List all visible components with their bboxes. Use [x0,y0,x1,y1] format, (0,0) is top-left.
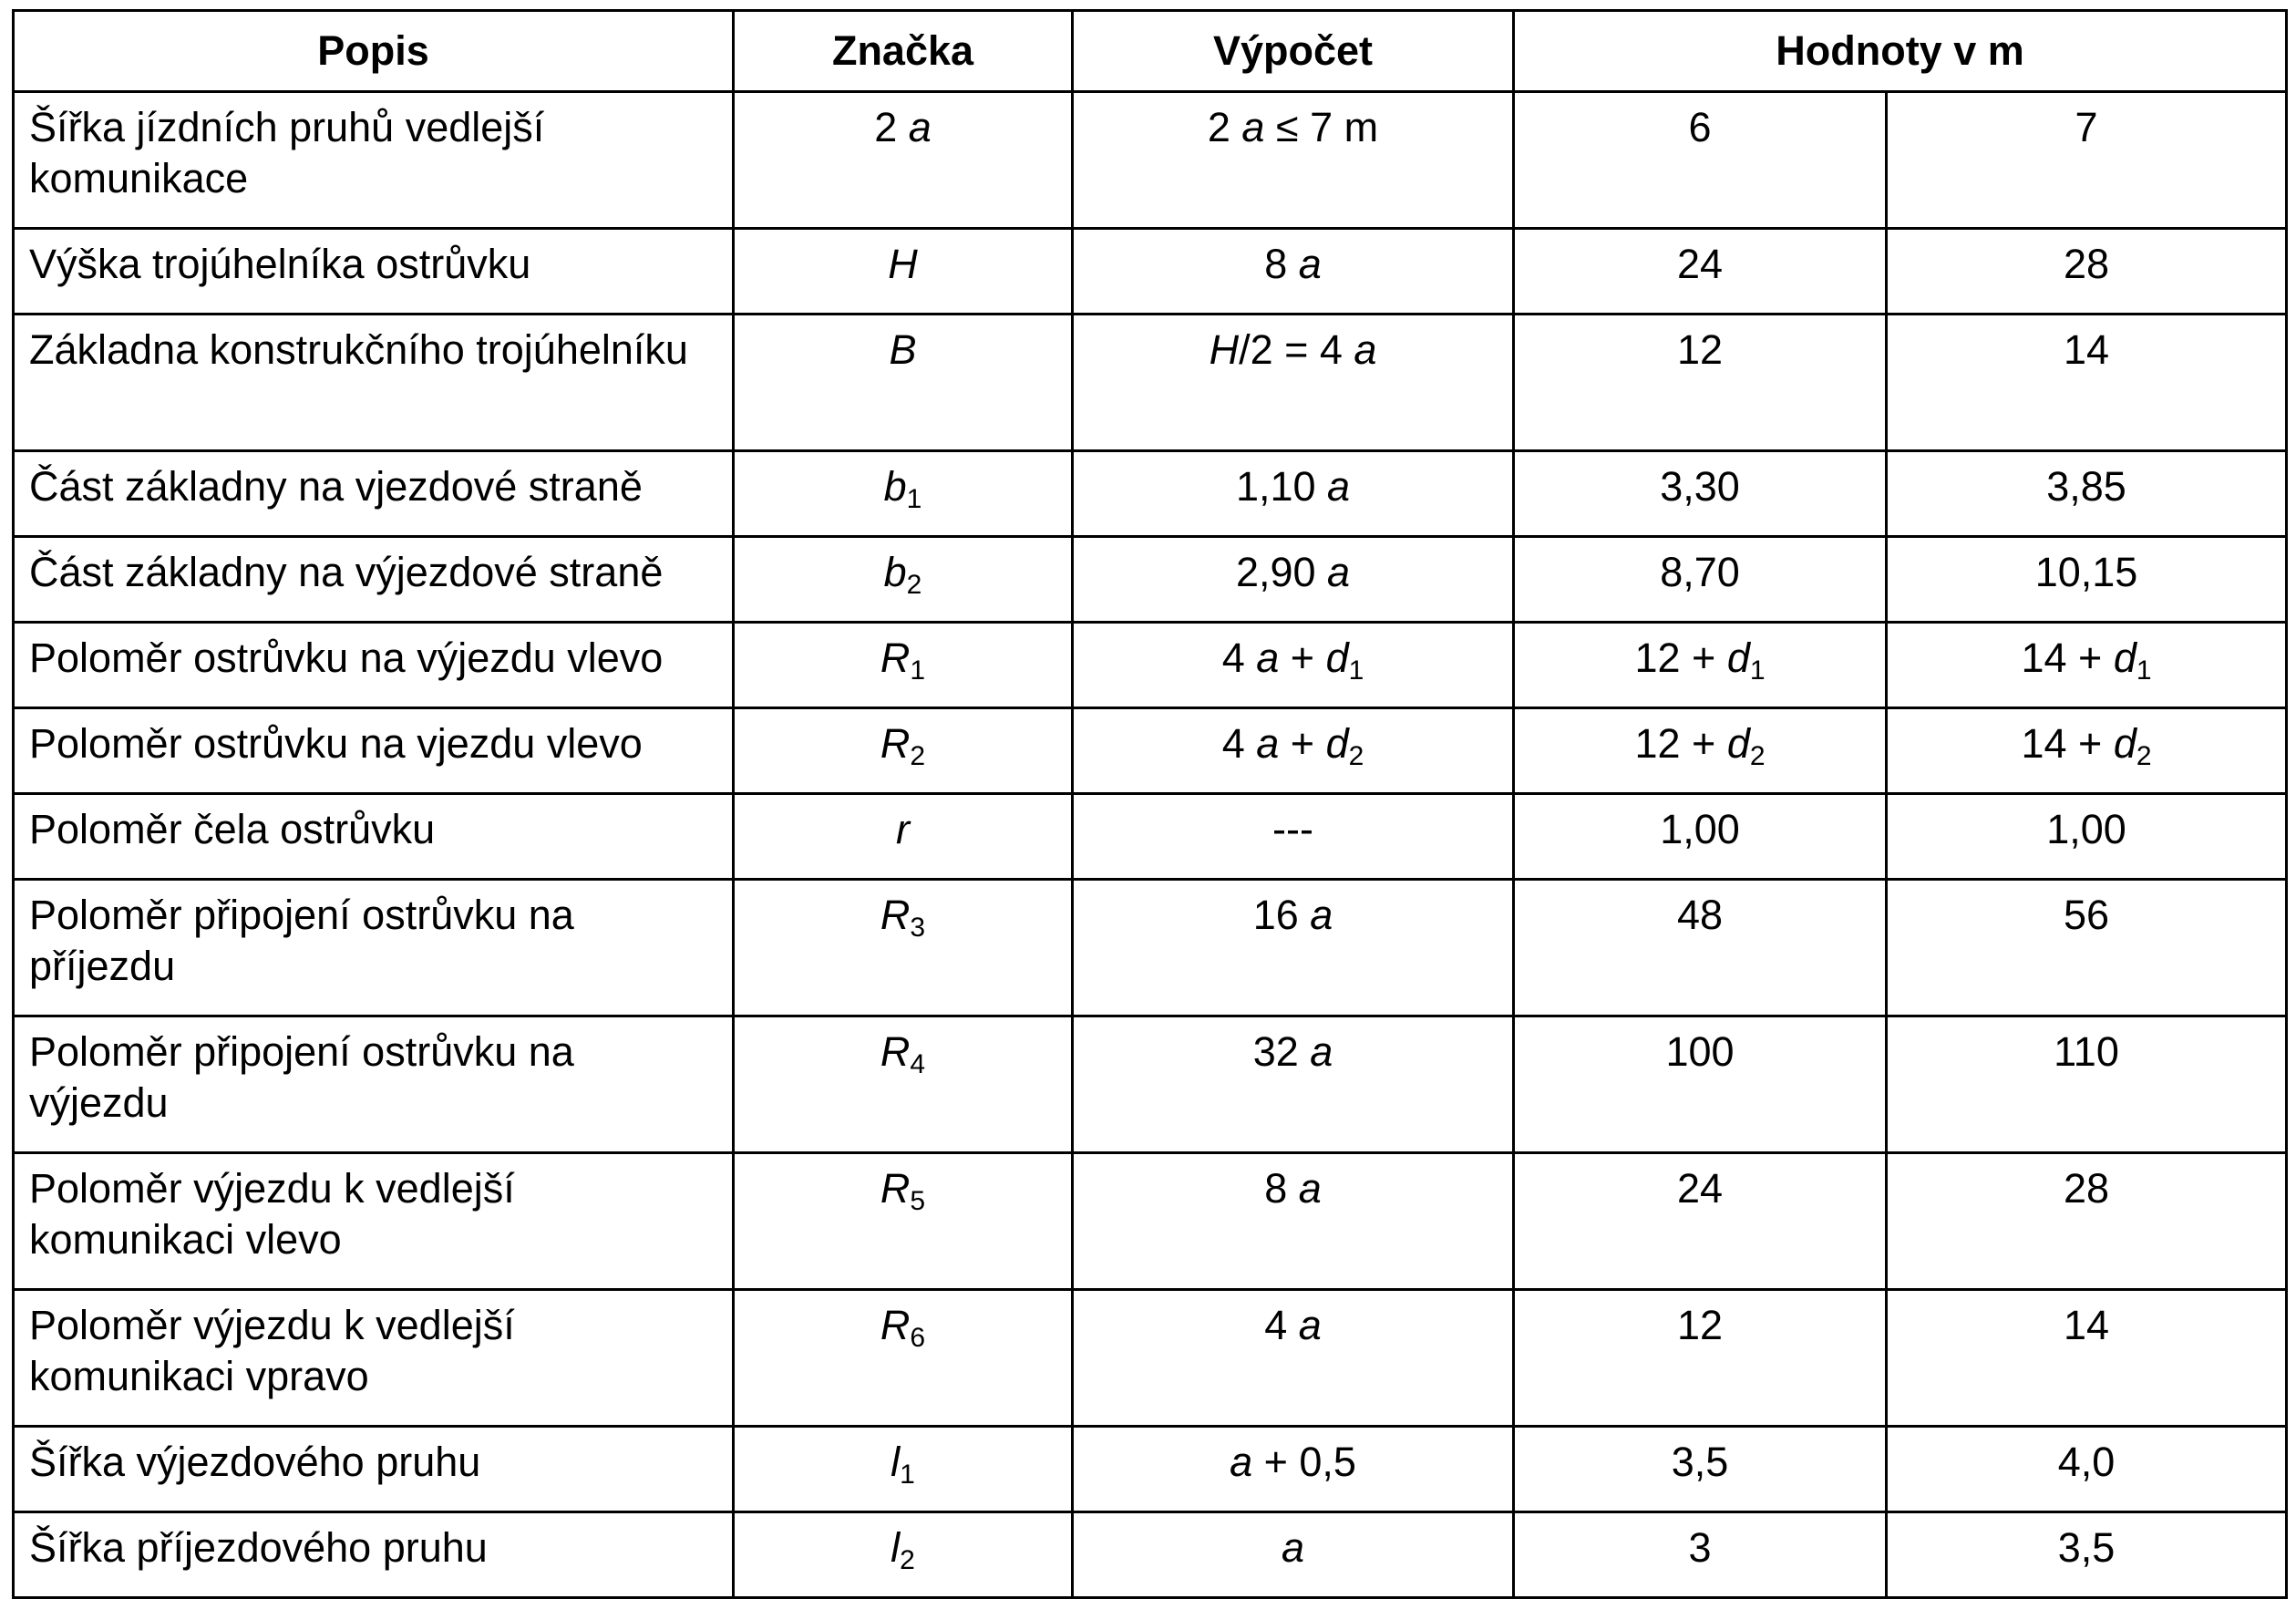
cell-znacka [734,880,1073,1016]
cell-popis: Výška trojúhelníka ostrůvku [14,229,734,315]
hodnota-1-text: 1,00 [1660,806,1740,852]
hodnota-1-subscript: 2 [1749,741,1766,771]
table-row [14,537,2287,623]
table-row [14,1290,2287,1427]
table-body [14,92,2287,1598]
cell-hodnota-1 [1514,794,1887,880]
cell-hodnota-2 [1887,794,2287,880]
hodnota-1-text: 48 [1676,892,1724,938]
hodnota-1-text: 8,70 [1660,549,1740,595]
vypocet-var: a [1327,463,1351,510]
symbol-var: R [880,892,911,938]
hodnota-1-text: 3,30 [1660,463,1740,510]
cell-hodnota-2 [1887,880,2287,1016]
hodnota-2-text: 3,5 [2057,1524,2116,1571]
symbol-var: R [880,1302,911,1348]
vypocet-var: d [1325,720,1349,767]
vypocet-text: + 0,5 [1252,1439,1356,1485]
vypocet-var: a [1241,104,1265,150]
cell-vypocet [1073,1512,1514,1598]
cell-hodnota-1 [1514,229,1887,315]
vypocet-var: H [1209,326,1240,373]
cell-hodnota-1 [1514,92,1887,229]
cell-hodnota-2 [1887,708,2287,794]
cell-znacka [734,1016,1073,1153]
symbol-var: R [880,634,911,681]
cell-hodnota-1 [1514,1290,1887,1427]
table-row [14,92,2287,229]
vypocet-text: + [1279,720,1326,767]
symbol-subscript: 6 [910,1323,926,1353]
symbol-var: H [888,241,918,287]
cell-vypocet [1073,708,1514,794]
symbol-var: l [891,1524,901,1571]
vypocet-text: 8 [1264,241,1299,287]
hodnota-1-text: 24 [1676,1165,1724,1212]
hodnota-1-text: 12 + [1634,634,1727,681]
cell-popis: Poloměr čela ostrůvku [14,794,734,880]
cell-popis: Poloměr připojení ostrůvku na výjezdu [14,1016,734,1153]
hodnota-1-text: 100 [1665,1028,1735,1075]
vypocet-var: a [1256,634,1280,681]
cell-popis: Poloměr ostrůvku na vjezdu vlevo [14,708,734,794]
cell-vypocet [1073,1153,1514,1290]
header-popis: Popis [14,11,734,92]
cell-popis: Základna konstrukčního trojúhelníku [14,315,734,451]
table-row [14,708,2287,794]
symbol-subscript: 2 [900,1545,915,1575]
hodnota-1-text: 12 + [1634,720,1727,767]
header-hodnoty: Hodnoty v m [1514,11,2287,92]
cell-znacka [734,1153,1073,1290]
cell-znacka [734,92,1073,229]
cell-vypocet [1073,880,1514,1016]
symbol-subscript: 2 [906,570,922,600]
vypocet-text: 2,90 [1235,549,1328,595]
cell-popis: Poloměr výjezdu k vedlejší komunikaci vpravo [14,1290,734,1427]
vypocet-text: --- [1272,806,1313,852]
cell-hodnota-2 [1887,1512,2287,1598]
cell-hodnota-1 [1514,1427,1887,1512]
cell-vypocet [1073,315,1514,451]
hodnota-2-text: 1,00 [2046,806,2126,852]
cell-vypocet [1073,623,1514,708]
cell-hodnota-2 [1887,1427,2287,1512]
symbol-prefix: 2 [874,104,909,150]
cell-znacka [734,451,1073,537]
table-row [14,451,2287,537]
symbol-subscript: 1 [906,484,922,514]
symbol-var: a [908,104,932,150]
hodnota-2-text: 28 [2063,241,2110,287]
symbol-subscript: 4 [910,1049,926,1079]
cell-znacka [734,1512,1073,1598]
vypocet-text: ≤ 7 m [1264,104,1379,150]
cell-znacka [734,708,1073,794]
table-row [14,623,2287,708]
cell-vypocet [1073,537,1514,623]
cell-vypocet [1073,92,1514,229]
cell-popis: Část základny na vjezdové straně [14,451,734,537]
vypocet-var: a [1310,1028,1333,1075]
cell-znacka [734,623,1073,708]
vypocet-text: 4 [1221,634,1257,681]
cell-vypocet [1073,451,1514,537]
cell-hodnota-1 [1514,451,1887,537]
cell-popis: Poloměr ostrůvku na výjezdu vlevo [14,623,734,708]
cell-hodnota-2 [1887,537,2287,623]
hodnota-2-text: 110 [2054,1028,2119,1075]
hodnota-2-subscript: 1 [2136,655,2152,686]
cell-hodnota-1 [1514,880,1887,1016]
hodnota-1-var: d [1726,634,1750,681]
symbol-var: R [880,1165,911,1212]
vypocet-text: 4 [1264,1302,1299,1348]
cell-vypocet [1073,1427,1514,1512]
cell-znacka [734,537,1073,623]
hodnota-2-text: 3,85 [2046,463,2126,510]
cell-vypocet [1073,1290,1514,1427]
header-row [14,11,2287,92]
cell-znacka [734,794,1073,880]
table-row [14,1016,2287,1153]
vypocet-text: 32 [1252,1028,1311,1075]
hodnota-2-text: 7 [2075,104,2098,150]
symbol-subscript: 5 [910,1186,926,1216]
vypocet-subscript: 2 [1348,741,1364,771]
cell-popis: Poloměr výjezdu k vedlejší komunikaci vlevo [14,1153,734,1290]
table-row [14,1512,2287,1598]
cell-hodnota-2 [1887,451,2287,537]
vypocet-var: a [1298,241,1322,287]
symbol-var: r [896,806,910,852]
table-row [14,1427,2287,1512]
vypocet-var: a [1298,1302,1322,1348]
table-row [14,794,2287,880]
cell-hodnota-2 [1887,229,2287,315]
cell-hodnota-1 [1514,623,1887,708]
header-znacka: Značka [734,11,1073,92]
vypocet-var: d [1325,634,1349,681]
header-vypocet: Výpočet [1073,11,1514,92]
symbol-var: l [891,1439,901,1485]
cell-znacka [734,1427,1073,1512]
vypocet-text: 1,10 [1235,463,1328,510]
vypocet-text: /2 = 4 [1239,326,1354,373]
cell-hodnota-2 [1887,315,2287,451]
cell-popis: Část základny na výjezdové straně [14,537,734,623]
parameters-table [12,9,2288,1599]
symbol-var: B [889,326,917,373]
vypocet-text: + [1279,634,1326,681]
cell-hodnota-1 [1514,1016,1887,1153]
hodnota-2-text: 14 + [2021,634,2114,681]
hodnota-1-text: 12 [1676,326,1724,373]
hodnota-2-text: 14 + [2021,720,2114,767]
symbol-subscript: 1 [900,1460,915,1490]
cell-hodnota-1 [1514,708,1887,794]
hodnota-1-text: 12 [1676,1302,1724,1348]
cell-vypocet [1073,229,1514,315]
cell-vypocet [1073,1016,1514,1153]
symbol-subscript: 2 [910,741,926,771]
cell-znacka [734,229,1073,315]
vypocet-var: a [1354,326,1377,373]
symbol-subscript: 1 [910,655,926,686]
hodnota-1-text: 24 [1676,241,1724,287]
hodnota-2-text: 56 [2063,892,2110,938]
table-row [14,1153,2287,1290]
vypocet-text: 2 [1207,104,1242,150]
table-row [14,880,2287,1016]
hodnota-2-var: d [2113,634,2136,681]
hodnota-2-text: 4,0 [2057,1439,2116,1485]
hodnota-1-subscript: 1 [1749,655,1766,686]
vypocet-text: 8 [1264,1165,1299,1212]
cell-popis: Šířka příjezdového pruhu [14,1512,734,1598]
symbol-var: R [880,720,911,767]
vypocet-text: 4 [1221,720,1257,767]
hodnota-2-text: 14 [2063,1302,2110,1348]
cell-hodnota-1 [1514,315,1887,451]
vypocet-var: a [1310,892,1333,938]
cell-hodnota-1 [1514,1512,1887,1598]
cell-hodnota-2 [1887,92,2287,229]
table-row [14,229,2287,315]
table-row [14,315,2287,451]
symbol-var: b [883,549,907,595]
vypocet-var: a [1230,1439,1253,1485]
hodnota-1-text: 6 [1688,104,1712,150]
vypocet-var: a [1327,549,1351,595]
vypocet-var: a [1298,1165,1322,1212]
cell-hodnota-1 [1514,1153,1887,1290]
hodnota-2-var: d [2113,720,2136,767]
symbol-var: b [883,463,907,510]
cell-popis: Poloměr připojení ostrůvku na příjezdu [14,880,734,1016]
vypocet-var: a [1281,1524,1305,1571]
hodnota-1-text: 3,5 [1671,1439,1729,1485]
hodnota-2-subscript: 2 [2136,741,2152,771]
cell-hodnota-1 [1514,537,1887,623]
vypocet-subscript: 1 [1348,655,1364,686]
cell-hodnota-2 [1887,1290,2287,1427]
vypocet-text: 16 [1252,892,1311,938]
cell-znacka [734,315,1073,451]
symbol-subscript: 3 [910,913,926,943]
cell-hodnota-2 [1887,1016,2287,1153]
cell-znacka [734,1290,1073,1427]
symbol-var: R [880,1028,911,1075]
hodnota-2-text: 10,15 [2034,549,2138,595]
vypocet-var: a [1256,720,1280,767]
cell-popis: Šířka výjezdového pruhu [14,1427,734,1512]
hodnota-2-text: 14 [2063,326,2110,373]
cell-popis: Šířka jízdních pruhů vedlejší komunikace [14,92,734,229]
hodnota-1-text: 3 [1688,1524,1712,1571]
hodnota-1-var: d [1726,720,1750,767]
cell-hodnota-2 [1887,1153,2287,1290]
cell-vypocet [1073,794,1514,880]
hodnota-2-text: 28 [2063,1165,2110,1212]
cell-hodnota-2 [1887,623,2287,708]
